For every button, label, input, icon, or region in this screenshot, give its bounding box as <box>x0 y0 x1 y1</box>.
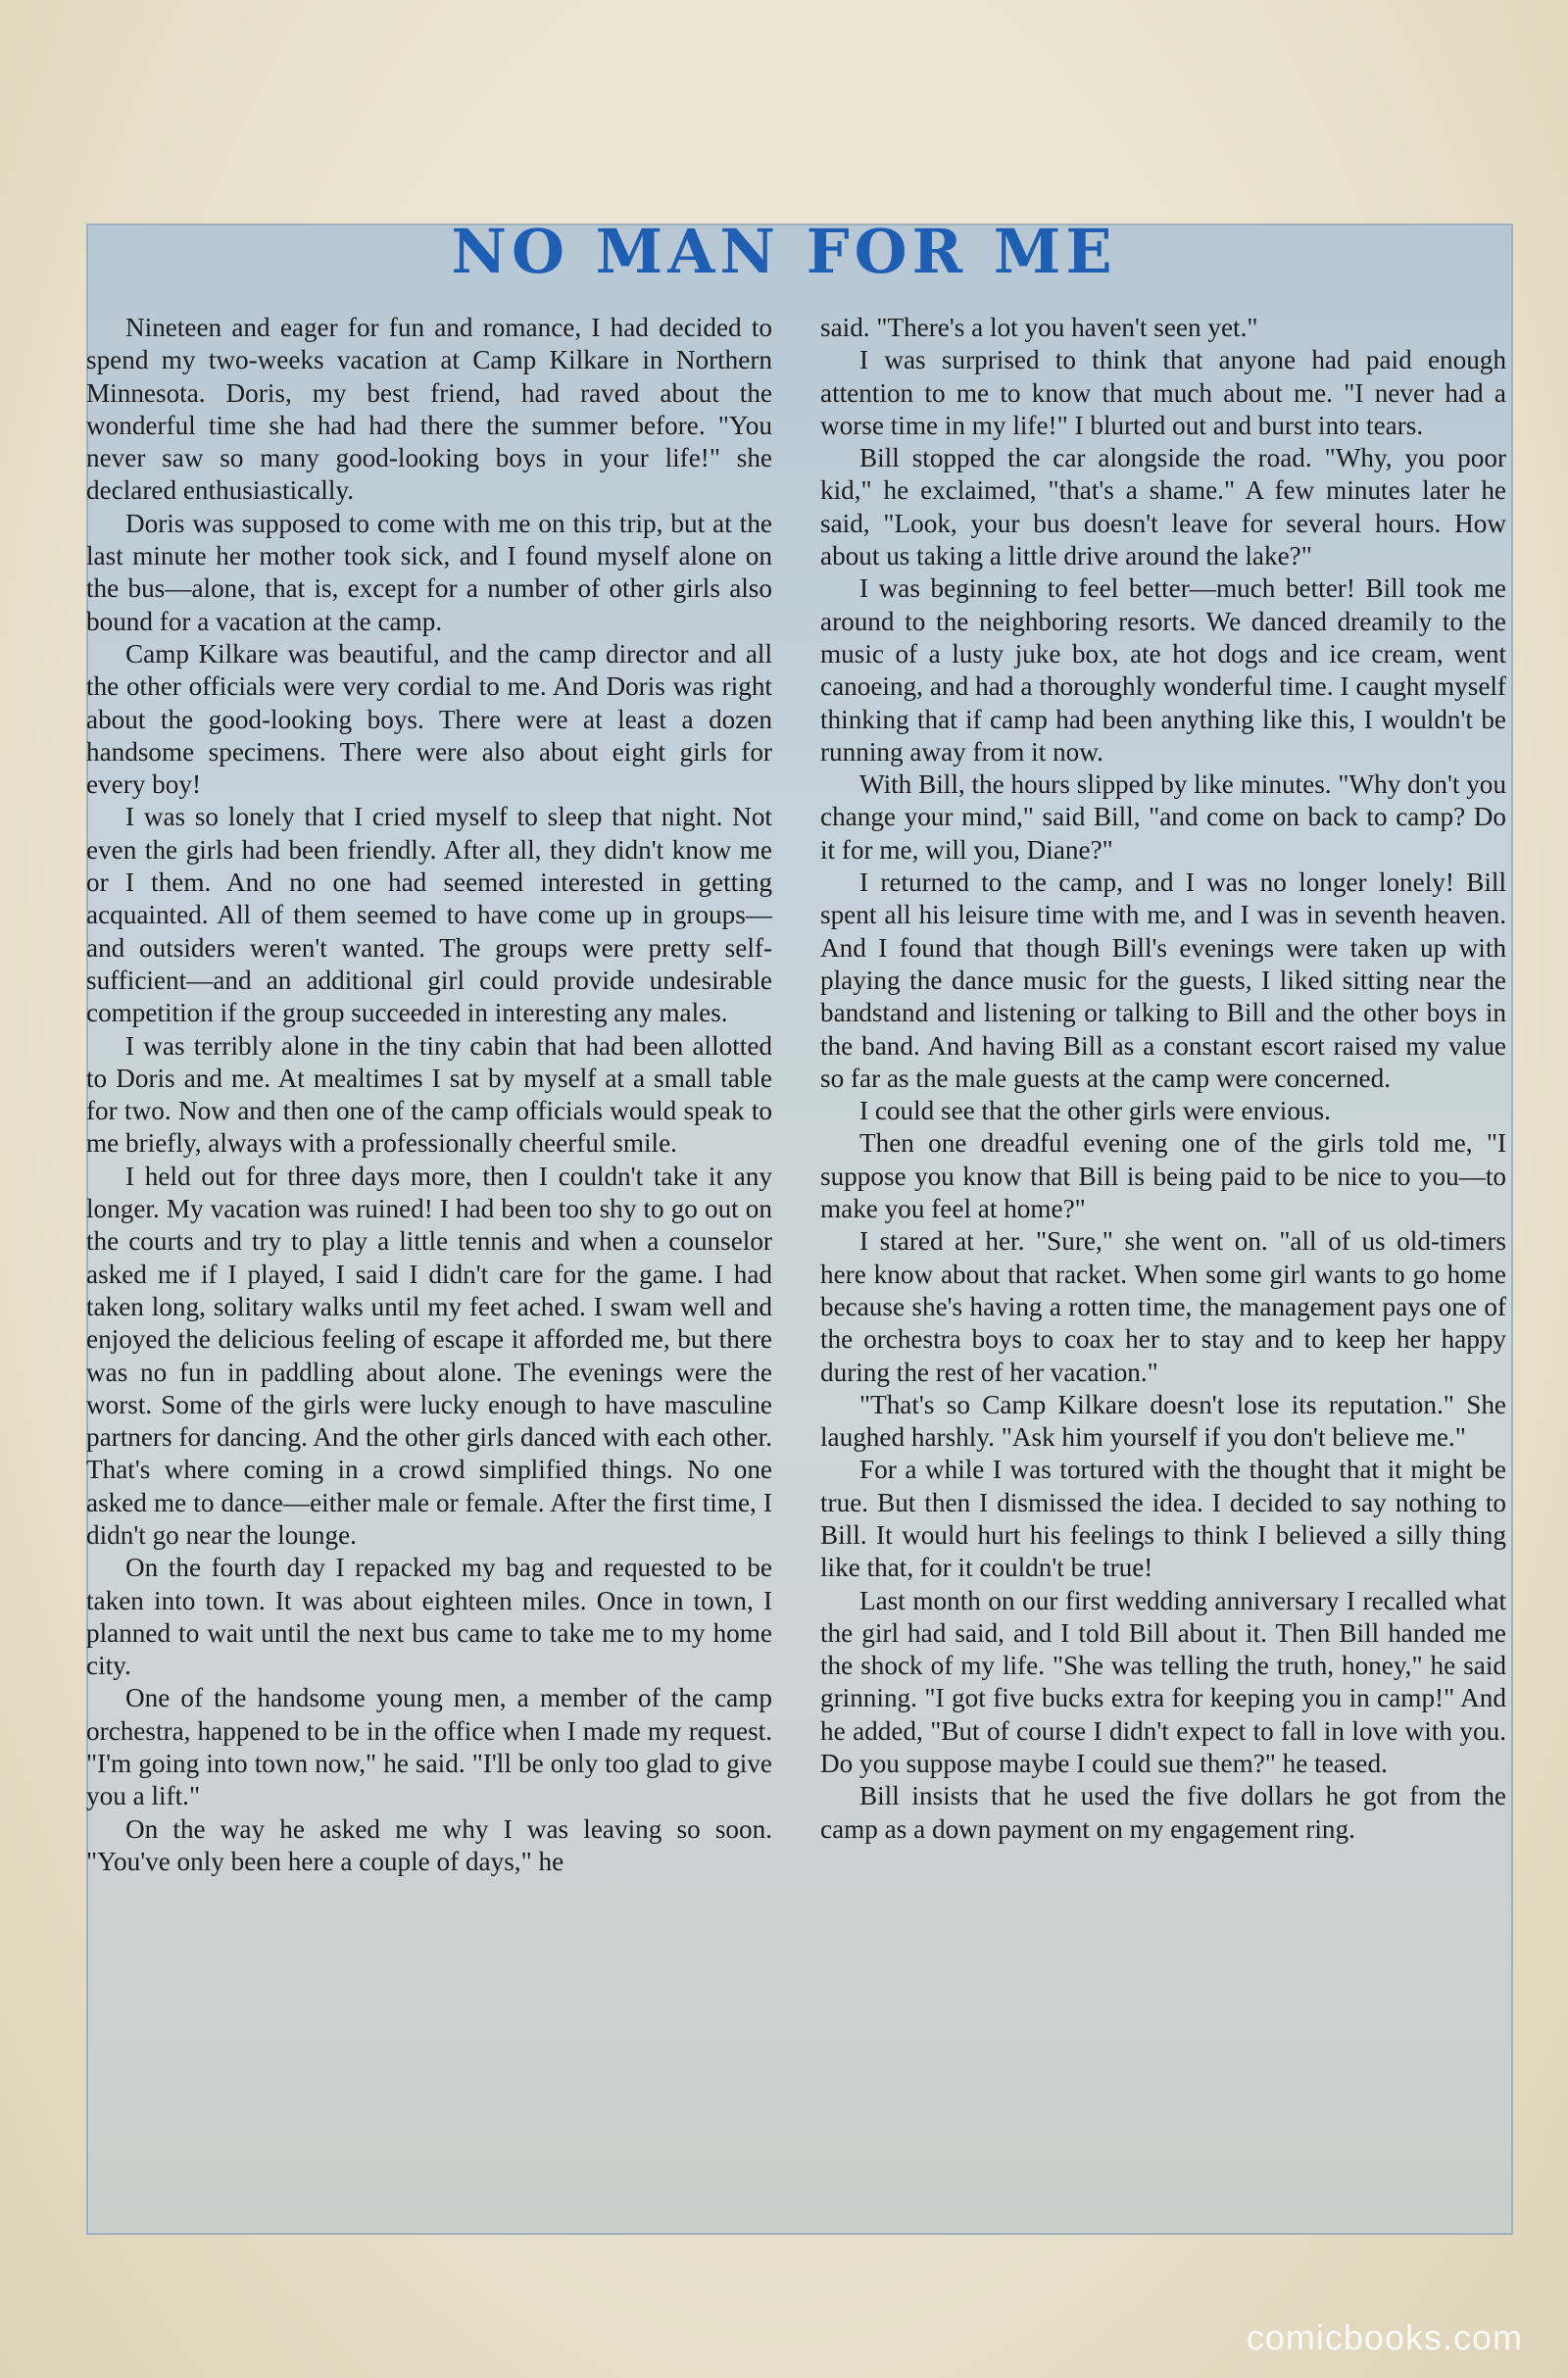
paragraph: Camp Kilkare was beautiful, and the camp director and all the other officials were very cordial to me. And Doris was right about the good-looking boys. There were at least a dozen handsome specimens. There were also about eight girls for every boy! <box>86 638 772 800</box>
paragraph: With Bill, the hours slipped by like minutes. "Why don't you change your mind," said Bill, "and come on back to camp? Do it for me, will you, Diane?" <box>820 769 1506 865</box>
paragraph: On the fourth day I repacked my bag and requested to be taken into town. It was about eighteen miles. Once in town, I planned to wait until the next bus came to take me to my home city. <box>86 1553 772 1681</box>
paragraph: One of the handsome young men, a member of the camp orchestra, happened to be in the office when I made my request. "I'm going into town now," he said. "I'll be only too glad to give you a lift." <box>86 1683 772 1811</box>
paragraph: "That's so Camp Kilkare doesn't lose its reputation." She laughed harshly. "Ask him yourself if you don't believe me." <box>820 1389 1506 1453</box>
paragraph: I could see that the other girls were envious. <box>859 1096 1331 1126</box>
paragraph: I was beginning to feel better—much better! Bill took me around to the neighboring resorts. We danced dreamily to the music of a lusty juke box, ate hot dogs and ice cream, went canoeing, and had a thoroughly wonderful time. I caught myself thinking that if camp had been anything like this, I wouldn't be running away from it now. <box>820 573 1506 767</box>
paragraph: I was surprised to think that anyone had paid enough attention to me to know that much about me. "I never had a worse time in my life!" I blurted out and burst into tears. <box>820 345 1506 440</box>
watermark: comicbooks.com <box>1246 2317 1523 2357</box>
paragraph: I held out for three days more, then I couldn't take it any longer. My vacation was ruined! I had been too shy to go out on the courts and try to play a little tennis and when a counselor asked me if I played, I said I didn't care for the game. I had taken long, solitary walks until my feet ached. I swam well and enjoyed the delicious feeling of escape it afforded me, but there was no fun in paddling about alone. The evenings were the worst. Some of the girls were lucky enough to have masculine partners for dancing. And the other girls danced with each other. That's where coming in a crowd simplified things. No one asked me to dance—either male or female. After the first time, I didn't go near the lounge. <box>86 1161 772 1550</box>
paragraph: Bill stopped the car alongside the road. "Why, you poor kid," he exclaimed, "that's a shame." A few minutes later he said, "Look, your bus doesn't leave for several hours. How about us taking a little drive around the lake?" <box>820 443 1506 571</box>
paragraph: I stared at her. "Sure," she went on. "all of us old-timers here know about that racket. When some girl wants to go home because she's having a rotten time, the management pays one of the orchestra boys to coax her to stay and to keep her happy during the rest of her vacation." <box>820 1226 1506 1387</box>
paragraph: For a while I was tortured with the thought that it might be true. But then I dismissed the idea. I decided to say nothing to Bill. It would hurt his feelings to think I believed a silly thing like that, for it couldn't be true! <box>820 1455 1506 1583</box>
paragraph: Nineteen and eager for fun and romance, I had decided to spend my two-weeks vacation at Camp Kilkare in Northern Minnesota. Doris, my best friend, had raved about the wonderful time she had had there the summer before. "You never saw so many good-looking boys in your life!" she declared enthusiastically. <box>86 313 772 506</box>
paragraph: Last month on our first wedding anniversary I recalled what the girl had said, and I told Bill about it. Then Bill handed me the shock of my life. "She was telling the truth, honey," he said grinning. "I got five bucks extra for keeping you in camp!" And he added, "But of course I didn't expect to fall in love with you. Do you suppose maybe I could sue them?" he teased. <box>820 1585 1506 1779</box>
paragraph: Doris was supposed to come with me on this trip, but at the last minute her mother took sick, and I found myself alone on the bus—alone, that is, except for a number of other girls also bound for a vacation at the camp. <box>86 508 772 636</box>
paragraph: Bill insists that he used the five dollars he got from the camp as a down payment on my engagement ring. <box>820 1781 1506 1844</box>
paragraph: Then one dreadful evening one of the girls told me, "I suppose you know that Bill is being paid to be nice to you—to make you feel at home?" <box>820 1128 1506 1224</box>
paragraph: said. "There's a lot you haven't seen yet." <box>820 313 1258 342</box>
left-column <box>86 312 772 1878</box>
right-column <box>820 312 1506 1846</box>
paragraph: I was terribly alone in the tiny cabin that had been allotted to Doris and me. At mealtimes I sat by myself at a small table for two. Now and then one of the camp officials would speak to me briefly, always with a professionally cheerful smile. <box>86 1030 772 1159</box>
paragraph: I returned to the camp, and I was no longer lonely! Bill spent all his leisure time with me, and I was in seventh heaven. And I found that though Bill's evenings were taken up with playing the dance music for the guests, I liked sitting near the bandstand and listening or talking to Bill and the other boys in the band. And having Bill as a constant escort raised my value so far as the male guests at the camp were concerned. <box>820 867 1506 1093</box>
paragraph: I was so lonely that I cried myself to sleep that night. Not even the girls had been friendly. After all, they didn't know me or I them. And no one had seemed interested in getting acquainted. All of them seemed to have come up in groups—and outsiders weren't wanted. The groups were pretty self-sufficient—and an additional girl could provide undesirable competition if the group succeeded in interesting any males. <box>86 802 772 1028</box>
story-title: NO MAN FOR ME <box>451 216 1117 287</box>
paragraph: On the way he asked me why I was leaving so soon. "You've only been here a couple of days," he <box>86 1813 772 1876</box>
